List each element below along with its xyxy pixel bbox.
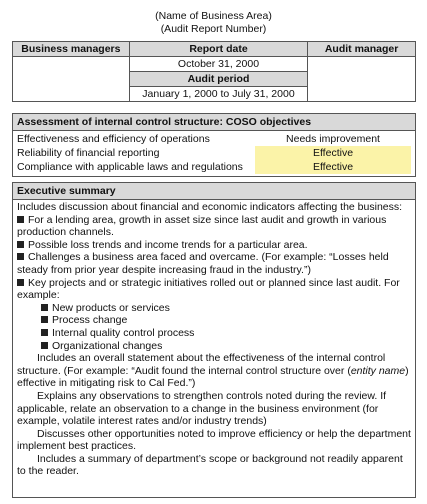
report-date-value: October 31, 2000: [129, 57, 307, 72]
summary-paragraph-observations: Explains any observations to strengthen controls noted during the review. If applicable, relate an observation to a change in the business environment (for example, volatile interest rates and/or industry trends): [17, 389, 387, 428]
summary-bullet: Challenges a business area faced and overcame. (For example: “Losses held steady from prior year despite increasing fraud in the industry.”): [17, 251, 389, 276]
report-date-header: Report date: [129, 42, 307, 57]
business-managers-cell: [13, 57, 130, 102]
summary-sub-bullet: New products or services: [17, 302, 411, 315]
square-bullet-icon: [41, 329, 48, 336]
summary-sub-bullet: Internal quality control process: [17, 327, 411, 340]
coso-section-title: Assessment of internal control structure: COSO objectives: [13, 114, 415, 131]
square-bullet-icon: [41, 316, 48, 323]
square-bullet-icon: [17, 253, 24, 260]
coso-row-label: Compliance with applicable laws and regulations: [17, 161, 243, 173]
square-bullet-icon: [17, 279, 24, 286]
coso-row: [13, 146, 415, 160]
executive-summary-body: [13, 200, 415, 478]
entity-name-placeholder: entity name: [350, 364, 406, 377]
square-bullet-icon: [17, 216, 24, 223]
business-managers-header: Business managers: [13, 42, 130, 57]
report-header: [0, 10, 427, 36]
square-bullet-icon: [41, 342, 48, 349]
summary-intro: Includes discussion about financial and economic indicators affecting the business:: [17, 201, 403, 213]
audit-manager-cell: [308, 57, 416, 102]
coso-row-value: Effective: [255, 160, 411, 174]
summary-paragraph-opportunities: Discusses other opportunities noted to improve efficiency or help the department implement best practices.: [17, 427, 411, 453]
audit-period-value: January 1, 2000 to July 31, 2000: [129, 87, 307, 102]
audit-report-number: (Audit Report Number): [160, 23, 267, 35]
summary-paragraph-scope: Includes a summary of department’s scope or background not readily apparent to the reader.: [17, 452, 403, 478]
executive-summary-title: Executive summary: [13, 183, 415, 200]
audit-period-header: Audit period: [129, 72, 307, 87]
report-info-table: [12, 41, 416, 102]
summary-bullet: Possible loss trends and income trends for a particular area.: [17, 239, 411, 252]
coso-row-value: Needs improvement: [286, 133, 380, 145]
coso-row: [13, 160, 415, 174]
square-bullet-icon: [17, 241, 24, 248]
summary-paragraph-effectiveness: Includes an overall statement about the effectiveness of the internal control structure. (For example: “Audit found the internal control structure over (entity name) effective in mitigating risk to Cal Fed.”): [17, 352, 409, 390]
coso-row-value: Effective: [255, 146, 411, 160]
coso-row: [13, 132, 415, 146]
coso-assessment-section: [12, 113, 416, 177]
audit-manager-header: Audit manager: [308, 42, 416, 57]
summary-sub-bullet: Organizational changes: [17, 340, 411, 353]
executive-summary-section: [12, 182, 416, 498]
business-area-name: (Name of Business Area): [155, 10, 272, 22]
summary-sub-bullet: Process change: [17, 314, 411, 327]
square-bullet-icon: [41, 304, 48, 311]
summary-bullet: For a lending area, growth in asset size since last audit and growth in various production channels.: [17, 213, 387, 239]
coso-row-label: Reliability of financial reporting: [17, 147, 160, 159]
coso-row-label: Effectiveness and efficiency of operations: [17, 133, 210, 145]
summary-bullet: Key projects and or strategic initiatives rolled out or planned since last audit. For example:: [17, 276, 400, 302]
